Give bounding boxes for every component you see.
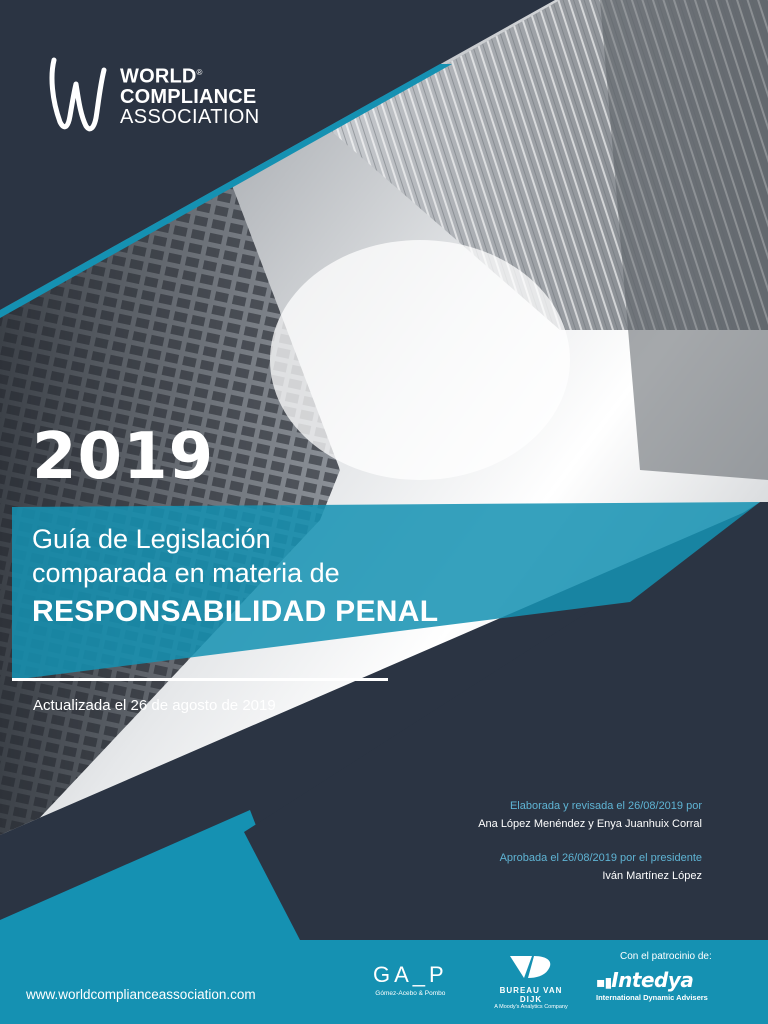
approved-name: Iván Martínez López [602, 870, 702, 882]
gap-sponsor-logo [373, 962, 448, 997]
logo-registered: ® [196, 68, 203, 78]
title-underline [12, 678, 388, 681]
wca-logo-text [120, 63, 260, 127]
intedya-logo-subtitle: International Dynamic Advisers [596, 993, 708, 1002]
logo-line-world: WORLD [120, 65, 197, 88]
updated-date: Actualizada el 26 de agosto de 2019 [33, 697, 276, 714]
wca-logo [46, 56, 260, 134]
title-line-1: Guía de Legislación [32, 524, 271, 554]
gap-logo-text: GA_P [373, 962, 448, 987]
cover-title [32, 522, 438, 632]
logo-line-compliance: COMPLIANCE [120, 85, 257, 108]
gap-logo-subtitle: Gómez-Acebo & Pombo [375, 990, 446, 997]
bvd-logo-name: BUREAU VAN DIJK [499, 986, 563, 1004]
title-line-2: comparada en materia de [32, 558, 340, 588]
intedya-sponsor-logo [596, 970, 708, 1002]
bvd-sponsor-logo [488, 954, 574, 1010]
bvd-mark-icon [508, 954, 554, 980]
bvd-logo-subtitle: A Moody's Analytics Company [494, 1004, 568, 1010]
approved-credit [500, 849, 702, 885]
intedya-logo-name: Intedya [611, 968, 694, 992]
title-line-3: RESPONSABILIDAD PENAL [32, 595, 439, 628]
elaborated-names: Ana López Menéndez y Enya Juanhuix Corral [478, 818, 702, 830]
sponsor-label: Con el patrocinio de: [620, 951, 712, 962]
approved-label: Aprobada el 26/08/2019 por el presidente [499, 852, 702, 864]
logo-line-association: ASSOCIATION [120, 105, 260, 128]
intedya-bars-icon: ▪▮ [596, 975, 612, 991]
wca-w-icon [46, 56, 108, 134]
elaborated-label: Elaborada y revisada el 26/08/2019 por [509, 800, 702, 812]
elaborated-credit [478, 797, 702, 833]
cover-year: 2019 [32, 420, 215, 494]
website-link[interactable]: www.worldcomplianceassociation.com [26, 987, 256, 1002]
